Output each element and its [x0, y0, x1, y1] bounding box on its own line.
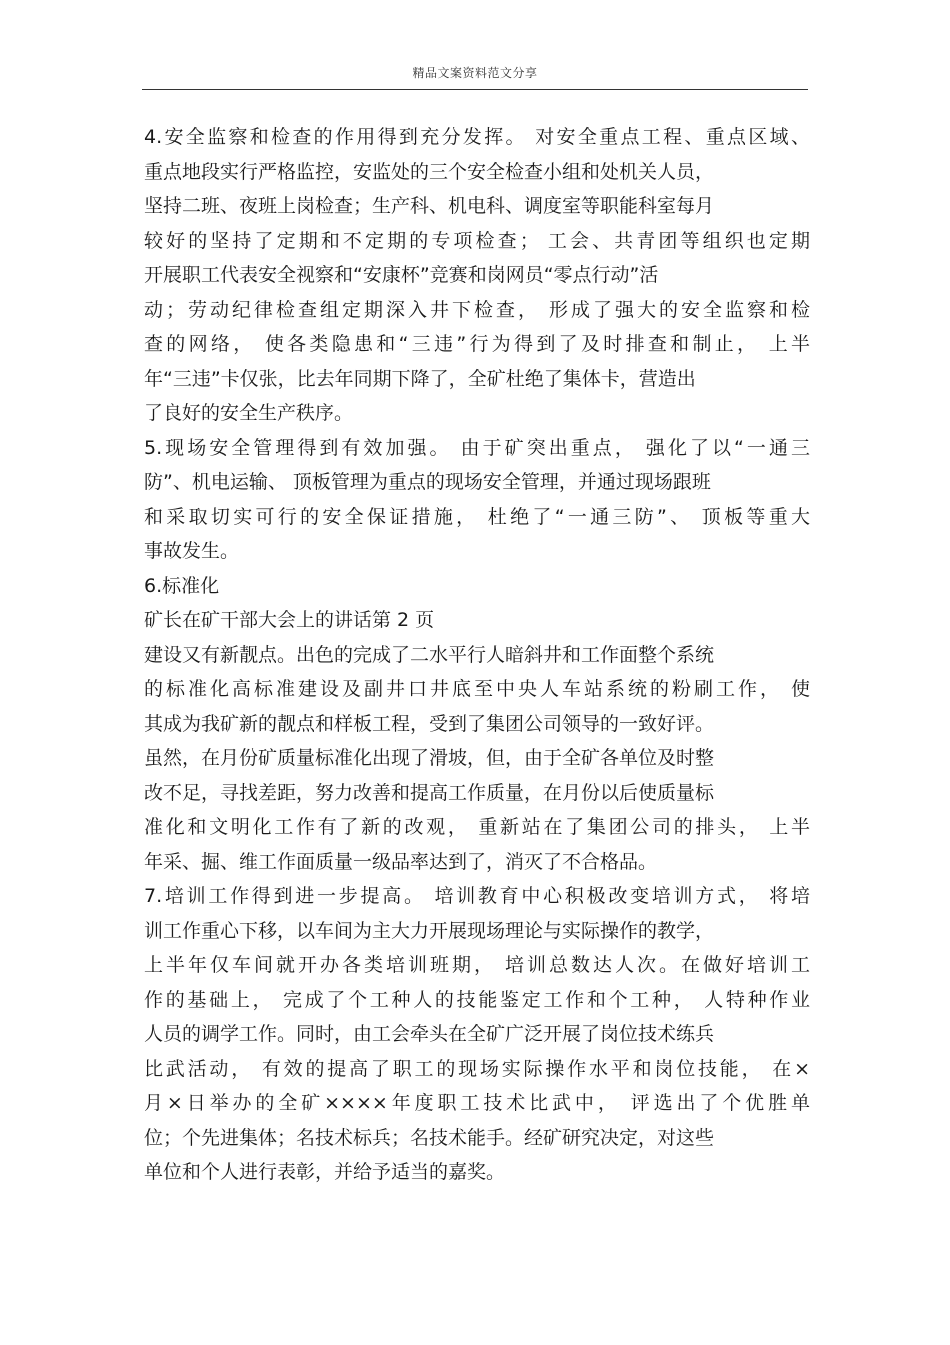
text-line: 月×日举办的全矿××××年度职工技术比武中， 评选出了个优胜单 [144, 1092, 810, 1114]
text-line: 虽然，在月份矿质量标准化出现了滑坡，但，由于全矿各单位及时整 [144, 747, 715, 769]
text-line: 防”、机电运输、 顶板管理为重点的现场安全管理，并通过现场跟班 [144, 471, 711, 493]
text-line: 改不足，寻找差距，努力改善和提高工作质量，在月份以后使质量标 [144, 781, 715, 804]
text-line: 重点地段实行严格监控，安监处的三个安全检查小组和处机关人员， [144, 160, 715, 183]
text-line: 5.现场安全管理得到有效加强。 由于矿突出重点， 强化了以“一通三 [144, 436, 810, 459]
text-line: 训工作重心下移，以车间为主大力开展现场理论与实际操作的教学， [144, 919, 715, 942]
text-line: 年“三违”卡仅张，比去年同期下降了，全矿杜绝了集体卡，营造出 [144, 367, 696, 390]
text-line: 查的网络， 使各类隐患和“三违”行为得到了及时排查和制止， 上半 [144, 333, 810, 355]
text-line: 年采、掘、维工作面质量一级品率达到了，消灭了不合格品。 [144, 850, 658, 873]
text-line: 比武活动， 有效的提高了职工的现场实际操作水平和岗位技能， 在× [144, 1057, 810, 1080]
text-line: 准化和文明化工作有了新的改观， 重新站在了集团公司的排头， 上半 [144, 816, 810, 838]
text-line: 4.安全监察和检查的作用得到充分发挥。 对安全重点工程、重点区域、 [144, 126, 810, 148]
text-line: 位；个先进集体；名技术标兵；名技术能手。经矿研究决定，对这些 [144, 1126, 715, 1149]
text-line: 7.培训工作得到进一步提高。 培训教育中心积极改变培训方式， 将培 [144, 885, 810, 907]
header-divider [142, 89, 808, 90]
text-line: 了良好的安全生产秩序。 [144, 402, 354, 424]
text-line: 开展职工代表安全视察和“安康杯”竞赛和岗网员“零点行动”活 [144, 264, 659, 286]
document-body [144, 120, 810, 1190]
text-line: 人员的调学工作。同时，由工会牵头在全矿广泛开展了岗位技术练兵 [144, 1023, 715, 1045]
text-line: 6.标准化 [144, 574, 220, 597]
text-line: 的标准化高标准建设及副井口井底至中央人车站系统的粉刷工作， 使 [144, 678, 810, 700]
text-line: 和采取切实可行的安全保证措施， 杜绝了“一通三防”、 顶板等重大 [144, 505, 810, 528]
text-line: 较好的坚持了定期和不定期的专项检查； 工会、共青团等组织也定期 [144, 229, 810, 252]
text-line: 事故发生。 [144, 540, 240, 562]
text-line: 单位和个人进行表彰，并给予适当的嘉奖。 [144, 1161, 506, 1183]
text-line: 其成为我矿新的靓点和样板工程，受到了集团公司领导的一致好评。 [144, 712, 715, 735]
page-header: 精品文案资料范文分享 [412, 66, 538, 80]
text-line: 动；劳动纪律检查组定期深入井下检查， 形成了强大的安全监察和检 [144, 298, 810, 321]
text-line: 矿长在矿干部大会上的讲话第 2 页 [144, 609, 435, 631]
text-line: 建设又有新靓点。出色的完成了二水平行人暗斜井和工作面整个系统 [144, 643, 715, 666]
text-line: 作的基础上， 完成了个工种人的技能鉴定工作和个工种， 人特种作业 [144, 988, 810, 1011]
text-line: 上半年仅车间就开办各类培训班期， 培训总数达人次。在做好培训工 [144, 954, 810, 976]
text-line: 坚持二班、夜班上岗检查；生产科、机电科、调度室等职能科室每月 [144, 195, 715, 217]
